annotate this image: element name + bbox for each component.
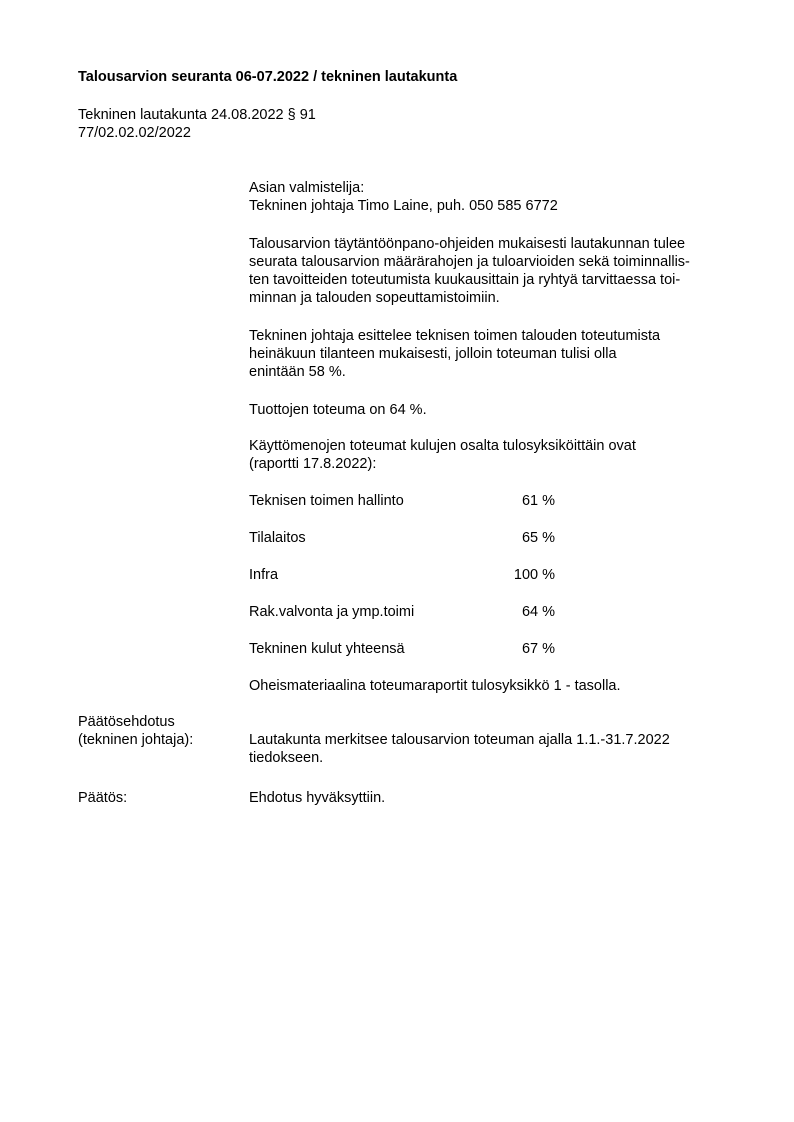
paragraph-line: Käyttömenojen toteumat kulujen osalta tulosyksiköittäin ovat: [249, 438, 636, 454]
paragraph-line: ten tavoitteiden toteutumista kuukausittain ja ryhtyä tarvittaessa toi-: [249, 272, 681, 288]
record-id: 77/02.02.02/2022: [78, 125, 191, 141]
paragraph-line: heinäkuun tilanteen mukaisesti, jolloin toteuman tulisi olla: [249, 346, 617, 362]
result-row: [249, 640, 559, 658]
document-title: Talousarvion seuranta 06-07.2022 / tekninen lautakunta: [78, 69, 458, 85]
result-unit: Tilalaitos: [249, 530, 306, 546]
proposal-label-line: Päätösehdotus: [78, 714, 175, 730]
result-row: [249, 603, 559, 621]
paragraph-line: Tekninen johtaja esittelee teknisen toimen talouden toteutumista: [249, 328, 661, 344]
result-unit: Rak.valvonta ja ymp.toimi: [249, 604, 415, 620]
decision-text: [249, 789, 739, 807]
meeting-reference: Tekninen lautakunta 24.08.2022 § 91: [78, 107, 316, 123]
paragraph-guidelines: [249, 235, 739, 307]
paragraph-expenses: [249, 437, 739, 473]
result-row: [249, 529, 559, 547]
proposal-label: [78, 713, 193, 749]
result-value: 67 %: [521, 641, 555, 657]
paragraph-line: minnan ja talouden sopeuttamistoimiin.: [249, 290, 500, 306]
paragraph-line: enintään 58 %.: [249, 364, 346, 380]
preparer-label: Asian valmistelija:: [249, 180, 365, 196]
proposal-text: [249, 731, 739, 767]
result-value: 100 %: [513, 567, 555, 583]
paragraph-line: tiedokseen.: [249, 750, 324, 766]
preparer-name: Tekninen johtaja Timo Laine, puh. 050 585 6772: [249, 198, 558, 214]
proposal-label-line: (tekninen johtaja):: [78, 732, 194, 748]
result-unit: Teknisen toimen hallinto: [249, 493, 404, 509]
result-value: 61 %: [521, 493, 555, 509]
meeting-info: [78, 106, 316, 142]
result-value: 64 %: [521, 604, 555, 620]
result-row: [249, 566, 559, 584]
result-unit: Tekninen kulut yhteensä: [249, 641, 405, 657]
decision-label-text: Päätös:: [78, 790, 128, 806]
result-unit: Infra: [249, 567, 279, 583]
paragraph-line: (raportti 17.8.2022):: [249, 456, 377, 472]
attachment-note: [249, 677, 739, 695]
paragraph-line: Talousarvion täytäntöönpano-ohjeiden mukaisesti lautakunnan tulee: [249, 236, 686, 252]
paragraph-line: Oheismateriaalina toteumaraportit tulosyksikkö 1 - tasolla.: [249, 678, 621, 694]
paragraph-line: Lautakunta merkitsee talousarvion toteuman ajalla 1.1.-31.7.2022: [249, 732, 670, 748]
paragraph-revenue: [249, 401, 739, 419]
paragraph-line: Tuottojen toteuma on 64 %.: [249, 402, 427, 418]
paragraph-line: seurata talousarvion määrärahojen ja tuloarvioiden sekä toiminnallis-: [249, 254, 690, 270]
paragraph-line: Ehdotus hyväksyttiin.: [249, 790, 386, 806]
result-value: 65 %: [521, 530, 555, 546]
decision-label: [78, 789, 127, 807]
result-row: [249, 492, 559, 510]
preparer-block: [249, 179, 739, 215]
paragraph-presentation: [249, 327, 739, 381]
